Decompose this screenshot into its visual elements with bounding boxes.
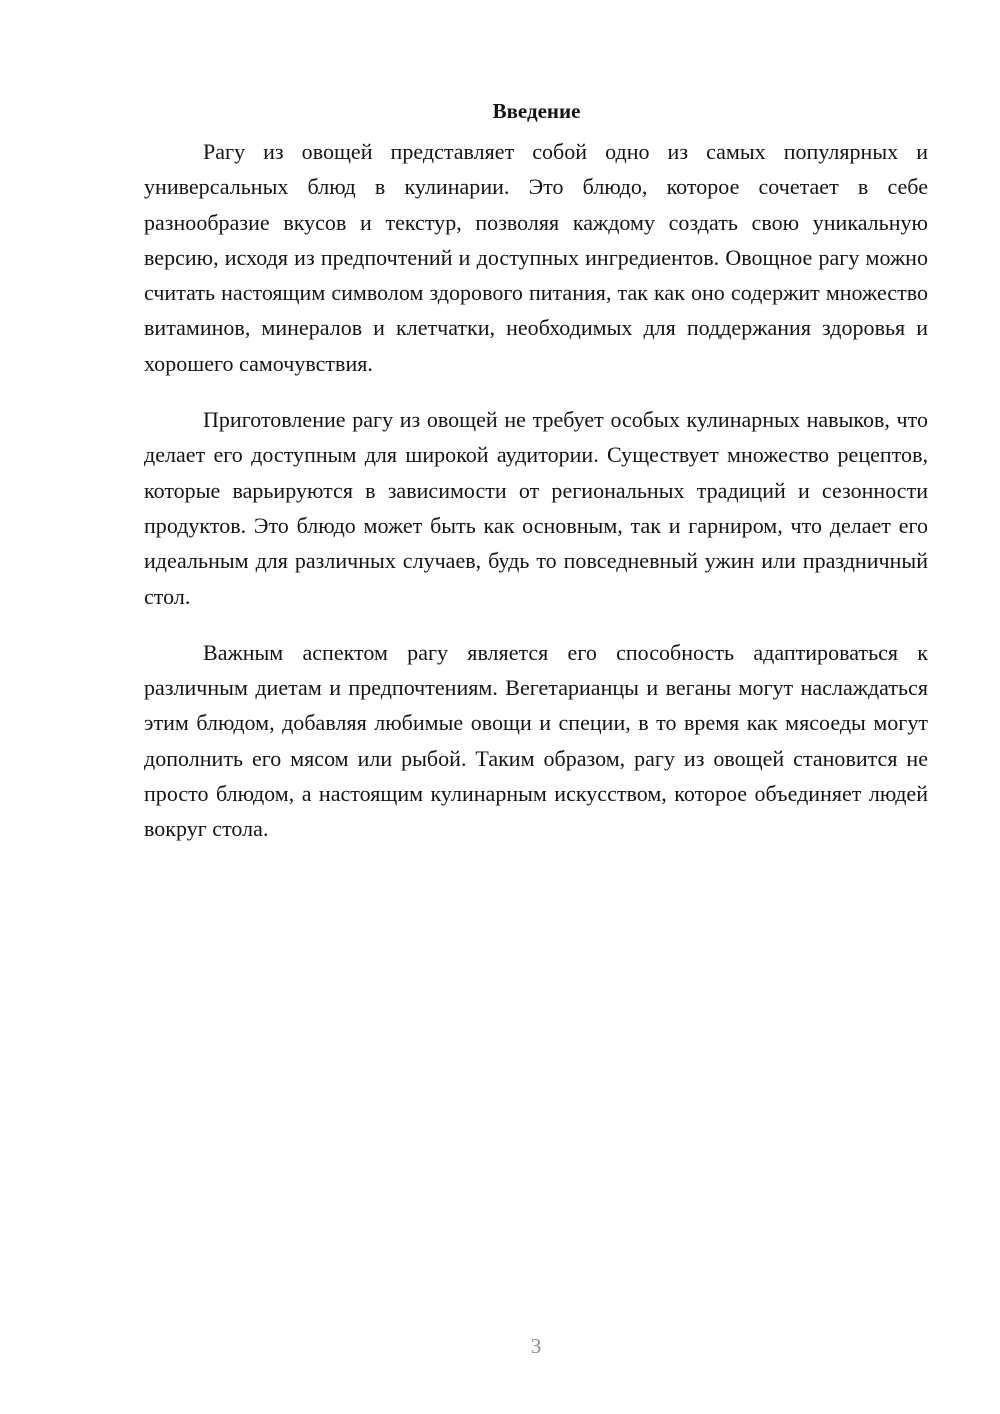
paragraph-1: Рагу из овощей представляет собой одно из самых популярных и универсальных блюд в кулинарии. Это блюдо, которое сочетает в себе разнообразие вкусов и текстур, позволяя каждому создать свою уникальную версию, исходя из предпочтений и доступных ингредиентов. Овощное рагу можно считать настоящим символом здорового питания, так как оно содержит множество витаминов, минералов и клетчатки, необходимых для поддержания здоровья и хорошего самочувствия. xyxy=(144,139,928,376)
paragraph-2: Приготовление рагу из овощей не требует особых кулинарных навыков, что делает его доступным для широкой аудитории. Существует множество рецептов, которые варьируются в зависимости от региональных традиций и сезонности продуктов. Это блюдо может быть как основным, так и гарниром, что делает его идеальным для различных случаев, будь то повседневный ужин или праздничный стол. xyxy=(144,407,928,609)
paragraph-3: Важным аспектом рагу является его способность адаптироваться к различным диетам и предпочтениям. Вегетарианцы и веганы могут наслаждаться этим блюдом, добавляя любимые овощи и специи, в то время как мясоеды могут дополнить его мясом или рыбой. Таким образом, рагу из овощей становится не просто блюдом, а настоящим кулинарным искусством, которое объединяет людей вокруг стола. xyxy=(144,639,928,842)
section-title: Введение xyxy=(492,99,581,123)
page-number: 3 xyxy=(530,1334,542,1358)
page-content xyxy=(144,97,928,868)
